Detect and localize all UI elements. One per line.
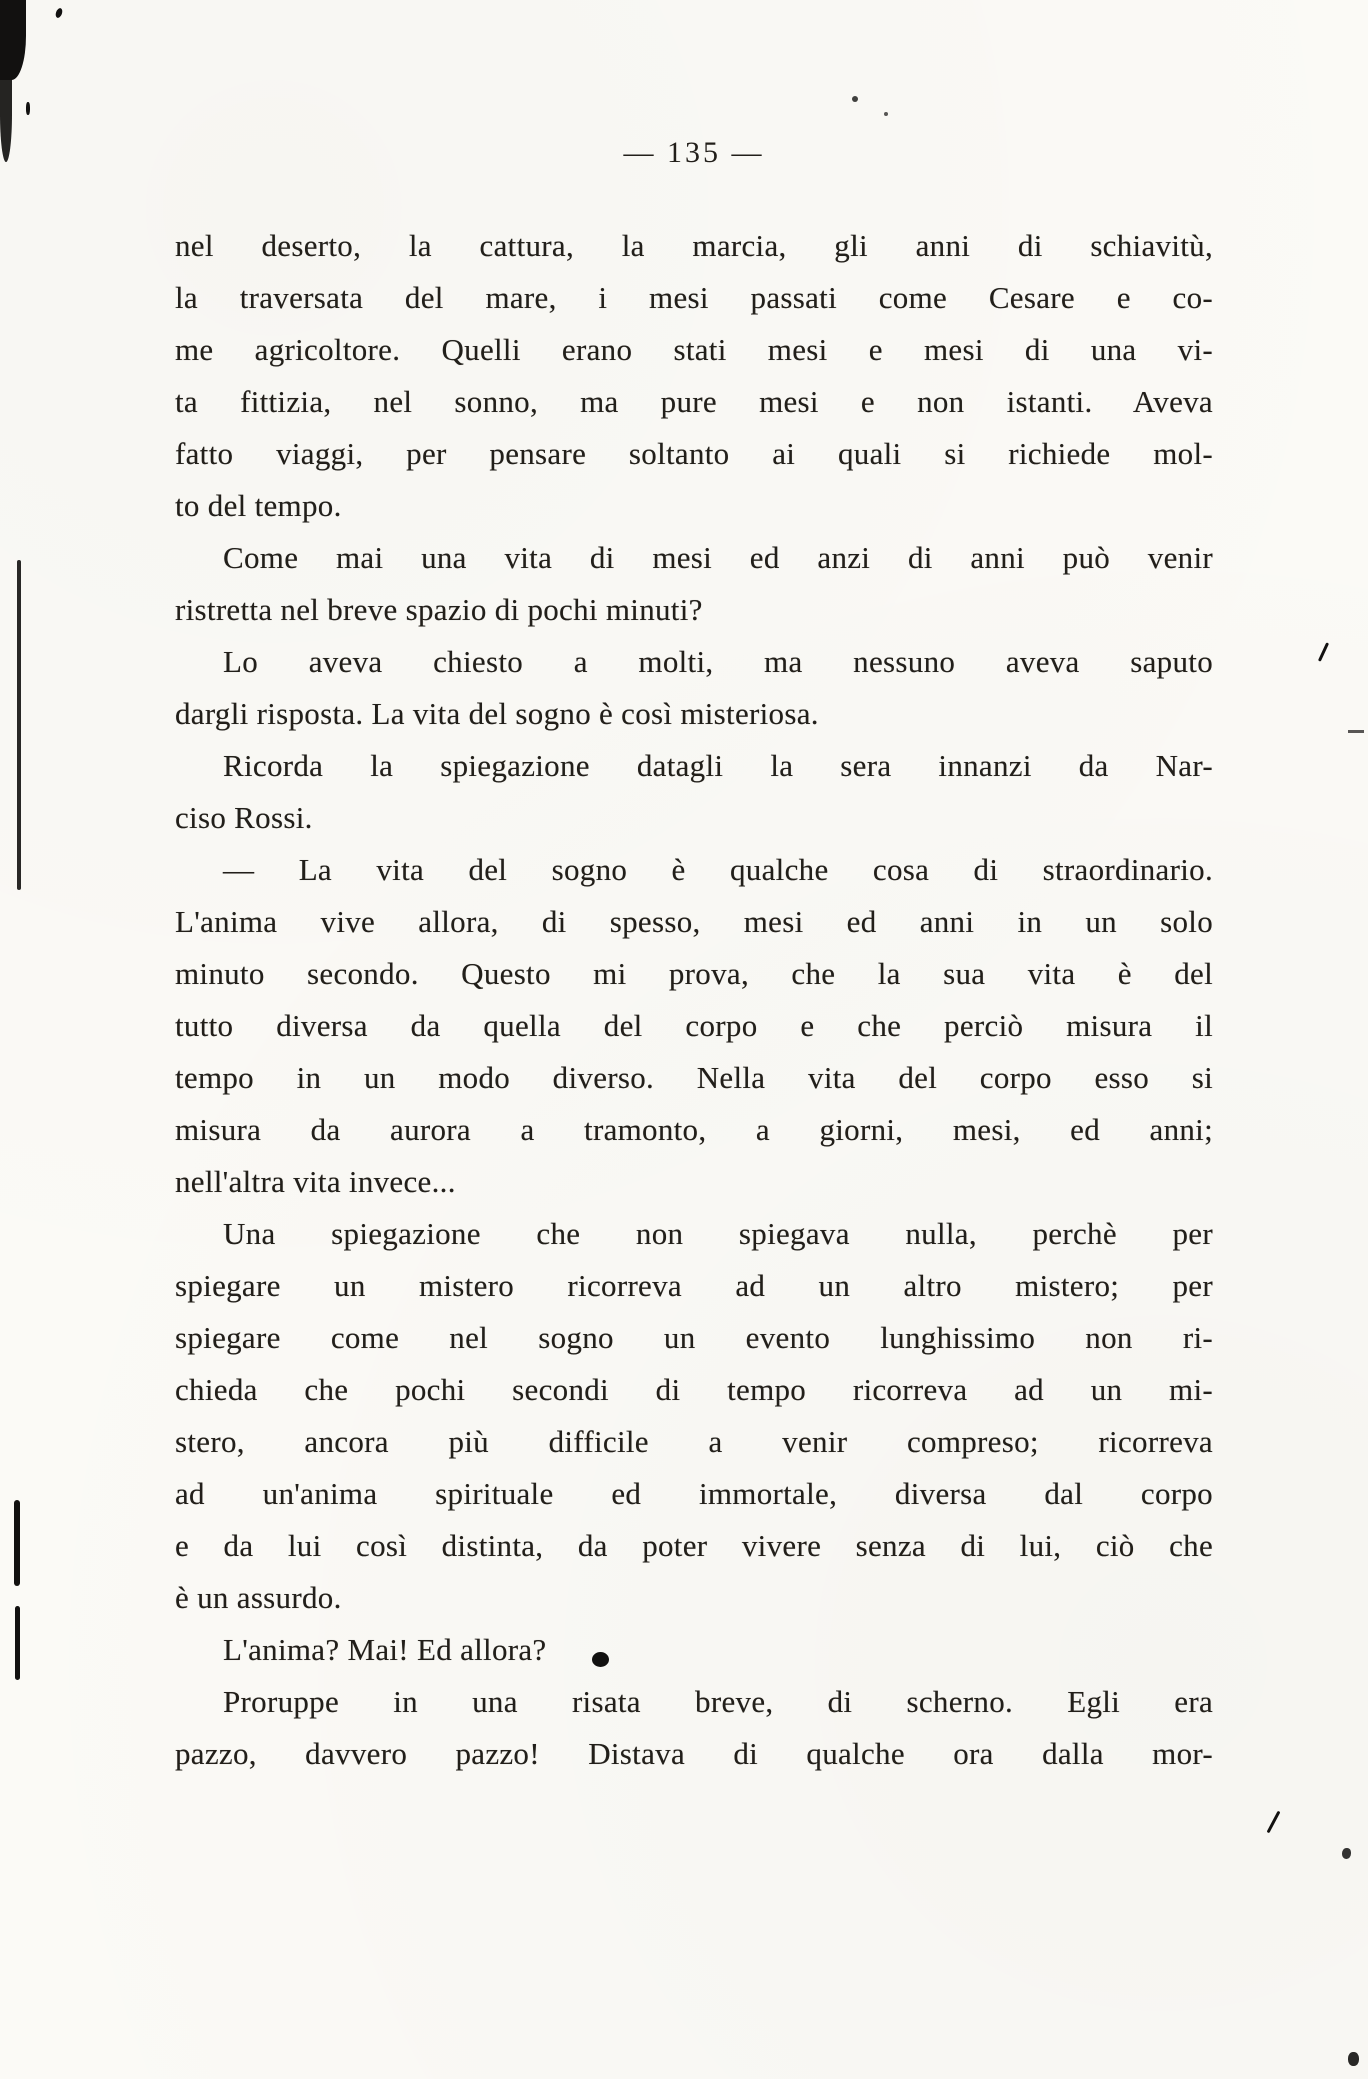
scan-speck	[26, 102, 30, 115]
text-line: ta fittizia, nel sonno, ma pure mesi e non istanti. Aveva	[175, 384, 1213, 419]
text-line: me agricoltore. Quelli erano stati mesi e mesi di una vi-	[175, 332, 1213, 367]
text-line: la traversata del mare, i mesi passati come Cesare e co-	[175, 280, 1213, 315]
text-line: Lo aveva chiesto a molti, ma nessuno aveva saputo	[223, 644, 1213, 679]
scan-dash-right	[1348, 730, 1364, 733]
scan-speck	[1348, 2052, 1359, 2066]
text-line: tempo in un modo diverso. Nella vita del corpo esso si	[175, 1060, 1213, 1095]
text-line: fatto viaggi, per pensare soltanto ai quali si richiede mol-	[175, 436, 1213, 471]
binding-line-left	[17, 560, 21, 890]
text-line: dargli risposta. La vita del sogno è così misteriosa.	[175, 696, 819, 731]
text-line: chieda che pochi secondi di tempo ricorreva ad un mi-	[175, 1372, 1213, 1407]
text-line: ciso Rossi.	[175, 800, 313, 835]
text-line: è un assurdo.	[175, 1580, 342, 1615]
scan-stroke-bottom	[1267, 1811, 1281, 1834]
text-line: — La vita del sogno è qualche cosa di straordinario.	[223, 852, 1213, 887]
text-line: pazzo, davvero pazzo! Distava di qualche ora dalla mor-	[175, 1736, 1213, 1771]
text-line: Proruppe in una risata breve, di scherno. Egli era	[223, 1684, 1213, 1719]
scan-stroke-right	[1318, 642, 1329, 661]
text-line: Ricorda la spiegazione datagli la sera innanzi da Nar-	[223, 748, 1213, 783]
text-line: ad un'anima spirituale ed immortale, diversa dal corpo	[175, 1476, 1213, 1511]
text-line: spiegare come nel sogno un evento lunghissimo non ri-	[175, 1320, 1213, 1355]
text-body	[175, 220, 1213, 1780]
text-line: nel deserto, la cattura, la marcia, gli anni di schiavitù,	[175, 228, 1213, 263]
scan-speck	[1342, 1848, 1351, 1859]
text-line: stero, ancora più difficile a venir compreso; ricorreva	[175, 1424, 1213, 1459]
text-line: ristretta nel breve spazio di pochi minuti?	[175, 592, 703, 627]
text-line: misura da aurora a tramonto, a giorni, mesi, ed anni;	[175, 1112, 1213, 1147]
text-line: e da lui così distinta, da poter vivere senza di lui, ciò che	[175, 1528, 1213, 1563]
text-line: spiegare un mistero ricorreva ad un altro mistero; per	[175, 1268, 1213, 1303]
text-line: L'anima vive allora, di spesso, mesi ed anni in un solo	[175, 904, 1213, 939]
scan-speck	[852, 96, 858, 102]
text-line: L'anima? Mai! Ed allora?	[223, 1632, 547, 1667]
binding-shadow-strip	[0, 66, 12, 162]
text-line: tutto diversa da quella del corpo e che perciò misura il	[175, 1008, 1213, 1043]
text-line: minuto secondo. Questo mi prova, che la sua vita è del	[175, 956, 1213, 991]
binding-dash-left-1	[14, 1500, 20, 1586]
scan-speck	[884, 112, 888, 116]
text-line: nell'altra vita invece...	[175, 1164, 456, 1199]
binding-dash-left-2	[15, 1606, 20, 1680]
text-line: Come mai una vita di mesi ed anzi di anni può venir	[223, 540, 1213, 575]
text-line: to del tempo.	[175, 488, 342, 523]
page-number: — 135 —	[623, 136, 765, 169]
scan-speck	[54, 7, 63, 18]
text-line: Una spiegazione che non spiegava nulla, perchè per	[223, 1216, 1213, 1251]
